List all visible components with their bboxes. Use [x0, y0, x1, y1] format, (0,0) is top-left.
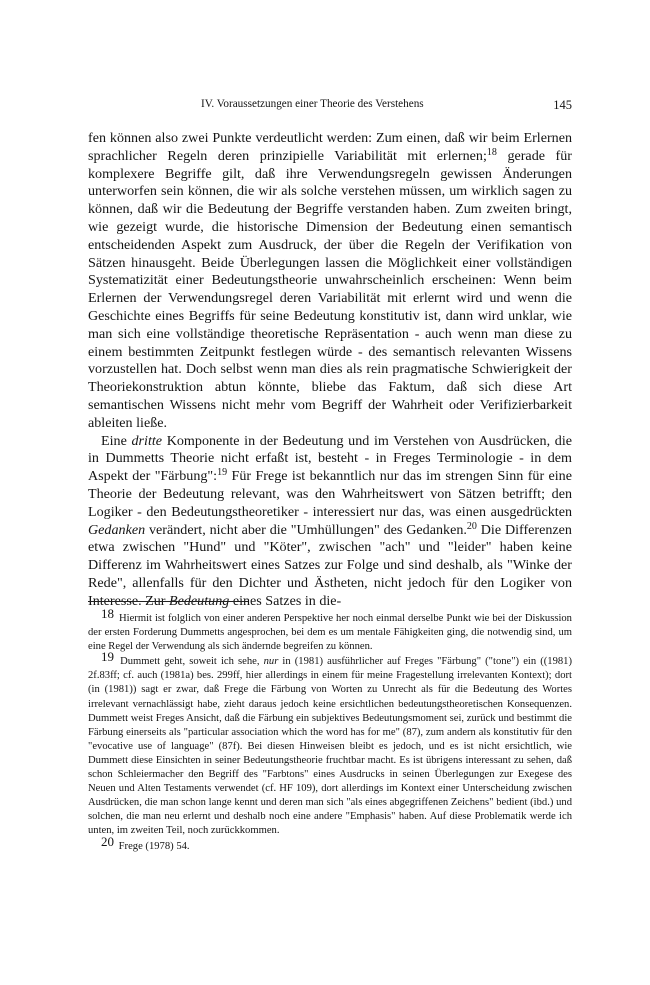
- footnote-text: Hiermit ist folglich von einer anderen Perspektive her noch einmal derselbe Punkt wie bei der Diskussion der ersten Forderung Dummetts angesprochen, bei dem es um mentale Fähigkeiten ging, die notwendig sind, um eine Regel der Verwendung als sich ändernde begreifen zu können.: [88, 613, 572, 653]
- footnote-number: 20: [101, 833, 114, 849]
- footnotes: [88, 606, 573, 855]
- footnote-text: Frege (1978) 54.: [118, 840, 190, 852]
- emphasis-gedanken: Gedanken: [88, 521, 146, 538]
- paragraph-text: eines Satzes in die-: [229, 592, 342, 609]
- paragraph-2: [88, 433, 572, 611]
- footnote-ref-20: 20: [466, 520, 477, 532]
- paragraph-text: Die Differenzen etwa zwischen "Hund" und "Köter", zwischen "ach" und "leider" haben keine Differenz im Wahrheitswert eines Satzes zur Folge und sind deshalb, als "Winke der Rede", allenfalls für den Dichter und Ästheten, nicht jedoch für den Logiker von Interesse. Zur: [88, 521, 572, 609]
- paragraph-text: Für Frege ist bekanntlich nur das im strengen Sinn für eine Theorie der Bedeutung relevant, was den Wahrheitswert von Sätzen betrifft; den Logiker - den Bedeutungstheoretiker - interessiert nur das, was einen ausgedrückten: [88, 468, 572, 520]
- page-number: 145: [553, 98, 572, 112]
- emphasis-dritte: dritte: [131, 432, 163, 449]
- footnote-ref-19: 19: [217, 467, 228, 479]
- main-text: [88, 130, 572, 611]
- paragraph-1: [88, 130, 572, 433]
- paragraph-text: Eine: [101, 432, 132, 449]
- footnote-19: [88, 649, 573, 838]
- emphasis-nur: nur: [263, 656, 279, 668]
- footnote-separator: [88, 601, 248, 602]
- paragraph-text: Komponente in der Bedeutung und im Verstehen von Ausdrücken, die in Dummetts Theorie nicht erfaßt ist, besteht - in Freges Terminologie - in dem Aspekt der "Färbung":: [88, 432, 572, 485]
- footnote-18: [88, 606, 572, 654]
- footnote-20: [88, 833, 572, 854]
- footnote-text: Dummett geht, soweit ich sehe,: [120, 656, 264, 668]
- emphasis-bedeutung: Bedeutung: [169, 592, 230, 609]
- paragraph-text: gerade für komplexere Begriffe gilt, daß ihre Verwendungsregeln gewissen Änderungen unterworfen sein können, die wir als solche verstehen müssen, um wirklich sagen zu können, daß wir die Bedeutung der Begriffe verstanden haben. Zum zweiten bringt, wie gezeigt wurde, die historische Dimension der Bedeutung einen semantisch entscheidenden Aspekt zum Ausdruck, der über die Regeln der Verifikation von Sätzen hinausgeht. Beide Überlegungen lassen die Möglichkeit einer vollständigen Systematizität einer Bedeutungstheorie unwahrscheinlich erscheinen: Wenn beim Erlernen der Verwendungsregel deren Variabilität mit erlernt wird und wenn die Geschichte eines Begriffs für seine Bedeutung konstitutiv ist, dann wird unklar, wie man sich eine vollständige theoretische Repräsentation - auch wenn man diese zu einem bestimmten Zeitpunkt festlegen würde - des semantisch relevanten Wissens vorzustellen hat. Doch selbst wenn man dies als rein pragmatische Schwierigkeit der Theoriekonstruktion abtun könnte, bliebe das Faktum, daß sich diese Art semantischen Wissens nicht mehr vom Begriff der Wahrheit oder Verifizierbarkeit ableiten ließe.: [88, 147, 572, 431]
- footnote-number: 18: [101, 606, 114, 621]
- running-title: IV. Voraussetzungen einer Theorie des Verstehens: [201, 98, 424, 110]
- footnote-number: 19: [101, 649, 114, 665]
- paragraph-text: verändert, nicht aber die "Umhüllungen" des Gedanken.: [145, 521, 467, 538]
- footnote-ref-18: 18: [486, 146, 497, 158]
- footnote-text: in (1981) ausführlicher auf Freges "Färbung" ("tone") ein ((1981) 2f.83ff; cf. auch (1981a) bes. 299ff, hier allerdings in einem für meine Fragestellung irrelevanten Kontext); dort (in (1981)) sagt er zwar, daß Frege die Färbung von Worten zu Unrecht als für die Bedeutung des Wortes irrelevant vernachlässigt habe, zieht daraus jedoch keine ersichtlichen bedeutungstheoretischen Konsequenzen. Dummett weist Freges Ansicht, daß die Färbung ein subjektives Bedeutungsmoment sei, zurück und bestimmt die Färbung einerseits als "particular association which the word has for me" (87), zum andern als konstitutiv für den "evocative use of language" (87f). Bei diesen Hinweisen bleibt es jedoch, und es ist nicht ersichtlich, wie Dummett diese Einsichten in seiner Bedeutungstheorie fruchtbar macht. Es ist übrigens interessant zu sehen, daß schon Schleiermacher den Begriff des "Farbtons" eines Ausdrucks in seinen Überlegungen zur Exegese des Neuen und Alten Testaments verwendet (cf. HF 109), dort allerdings im Kontext einer Unterscheidung zwischen Ausdrücken, die man schon lange kennt und deren man sich "als eines abgegriffenen Zeichens" bedient (ibd.) und solchen, die man neu erlernt und deshalb noch eine andere "Emphasis" haben. Auf diese Problematik werde ich unten, im zweiten Teil, noch zurückkommen.: [88, 656, 573, 837]
- paragraph-text: fen können also zwei Punkte verdeutlicht werden: Zum einen, daß wir beim Erlernen sprachlicher Regeln deren prinzipielle Variabilität mit erlernen;: [88, 130, 572, 164]
